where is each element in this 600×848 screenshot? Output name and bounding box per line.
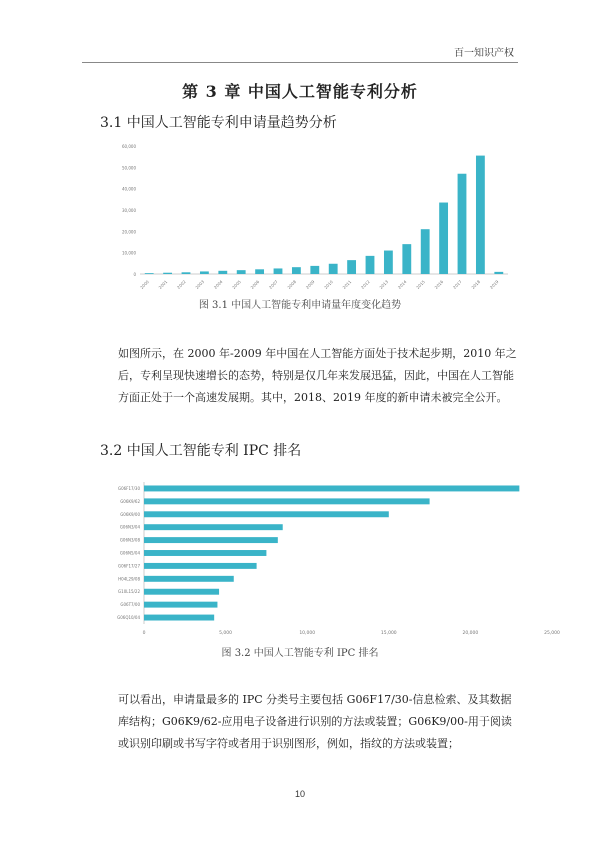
x-tick-label: 2019 <box>488 279 500 290</box>
bar <box>218 271 227 274</box>
y-tick-label: 10,000 <box>122 250 136 256</box>
y-tick-label: 30,000 <box>122 208 136 213</box>
y-tick-label: 60,000 <box>122 144 136 149</box>
x-tick-label: 2012 <box>359 279 371 290</box>
bar <box>144 589 219 595</box>
ipc-ranking-bar-chart <box>100 478 562 638</box>
bar <box>347 260 356 274</box>
bar <box>144 485 519 491</box>
y-tick-label: G06Q10/04 <box>117 615 140 621</box>
bar <box>494 272 503 274</box>
bar <box>366 256 375 274</box>
bar <box>384 251 393 274</box>
bar <box>145 273 154 274</box>
header-divider <box>82 62 518 63</box>
x-tick-label: 2014 <box>396 279 408 290</box>
x-tick-label: 2009 <box>304 279 316 290</box>
x-tick-label: 2003 <box>194 279 206 290</box>
bar <box>200 271 209 274</box>
bar <box>476 156 485 274</box>
y-tick-label: G06N3/04 <box>119 524 140 530</box>
figure-3-1-caption: 图 3.1 中国人工智能专利申请量年度变化趋势 <box>198 300 402 311</box>
x-tick-label: 2010 <box>323 279 334 290</box>
bar <box>329 264 338 274</box>
section-title-3-2: 3.2 中国人工智能专利 IPC 排名 <box>100 443 302 459</box>
chapter-title: 第 3 章 中国人工智能专利分析 <box>182 82 418 101</box>
y-tick-label: G06N5/04 <box>119 550 140 556</box>
y-tick-label: G06K9/62 <box>120 498 140 504</box>
x-tick-label: 2011 <box>341 279 353 290</box>
x-tick-label: 20,000 <box>462 631 479 636</box>
y-tick-label: 50,000 <box>122 165 136 171</box>
paragraph-text: 如图所示，在 2000 年-2009 年中国在人工智能方面处于技术起步期，2010 年之后，专利呈现快速增长的态势，特别是仅几年来发展迅猛，因此，中国在人工智能方面正处于一个高速发展期。其中，2018、2019 年度的新申请未被完全公开。 <box>118 347 517 404</box>
x-tick-label: 2005 <box>231 279 242 290</box>
paragraph-text: 可以看出，申请量最多的 IPC 分类号主要包括 G06F17/30-信息检索、及其数据库结构；G06K9/62-应用电子设备进行识别的方法或装置；G06K9/00-用于阅读或识别印刷或书写字符或者用于识别图形，例如，指纹的方法或装置； <box>118 693 512 750</box>
section-3-2-paragraph <box>118 689 518 755</box>
x-tick-label: 0 <box>142 631 146 636</box>
section-3-1-paragraph <box>118 343 518 409</box>
x-tick-label: 2018 <box>470 279 482 290</box>
x-tick-label: 2002 <box>175 279 187 290</box>
x-tick-label: 2007 <box>267 279 279 290</box>
y-tick-label: 40,000 <box>122 186 136 192</box>
page-number: 10 <box>294 789 305 799</box>
y-tick-label: G06F17/27 <box>117 563 140 569</box>
bar <box>421 229 430 274</box>
bar <box>292 267 301 274</box>
bar <box>255 269 264 274</box>
x-tick-label: 2013 <box>378 279 390 290</box>
bar <box>274 268 283 274</box>
annual-applications-bar-chart <box>112 140 512 290</box>
bar <box>144 550 266 556</box>
bar <box>144 498 430 504</box>
x-tick-label: 10,000 <box>299 631 316 636</box>
bar <box>144 602 217 608</box>
bar <box>144 511 389 517</box>
bar <box>144 576 234 582</box>
x-tick-label: 2000 <box>139 279 150 290</box>
x-tick-label: 2008 <box>286 279 298 290</box>
header-tag: 百一知识产权 <box>454 48 514 59</box>
bar <box>237 270 246 274</box>
y-tick-label: G06F17/30 <box>117 485 140 491</box>
bar <box>163 273 172 274</box>
bar <box>402 244 411 274</box>
x-tick-label: 2004 <box>212 279 224 290</box>
x-tick-label: 2017 <box>451 279 463 290</box>
bar <box>182 272 191 274</box>
x-tick-label: 5,000 <box>219 631 233 636</box>
y-tick-label: G06N3/08 <box>119 537 140 543</box>
bar <box>144 537 278 543</box>
y-tick-label: H04L29/08 <box>118 576 140 582</box>
y-tick-label: G10L15/22 <box>118 589 140 595</box>
bar <box>144 524 283 530</box>
x-tick-label: 2015 <box>415 279 426 290</box>
x-tick-label: 2001 <box>157 279 169 290</box>
section-title-3-1: 3.1 中国人工智能专利申请量趋势分析 <box>100 115 337 131</box>
bar <box>144 563 257 569</box>
bar <box>144 615 214 621</box>
figure-3-2-caption: 图 3.2 中国人工智能专利 IPC 排名 <box>221 648 379 659</box>
bar <box>439 203 448 274</box>
y-tick-label: G06K9/00 <box>120 511 140 517</box>
y-tick-label: 20,000 <box>122 229 136 235</box>
x-tick-label: 25,000 <box>544 631 560 636</box>
x-tick-label: 15,000 <box>380 631 397 636</box>
bar <box>310 266 319 274</box>
x-tick-label: 2016 <box>433 279 445 290</box>
y-tick-label: G06T7/00 <box>120 602 140 608</box>
y-tick-label: 0 <box>133 272 136 277</box>
bar <box>458 174 467 274</box>
x-tick-label: 2006 <box>249 279 261 290</box>
